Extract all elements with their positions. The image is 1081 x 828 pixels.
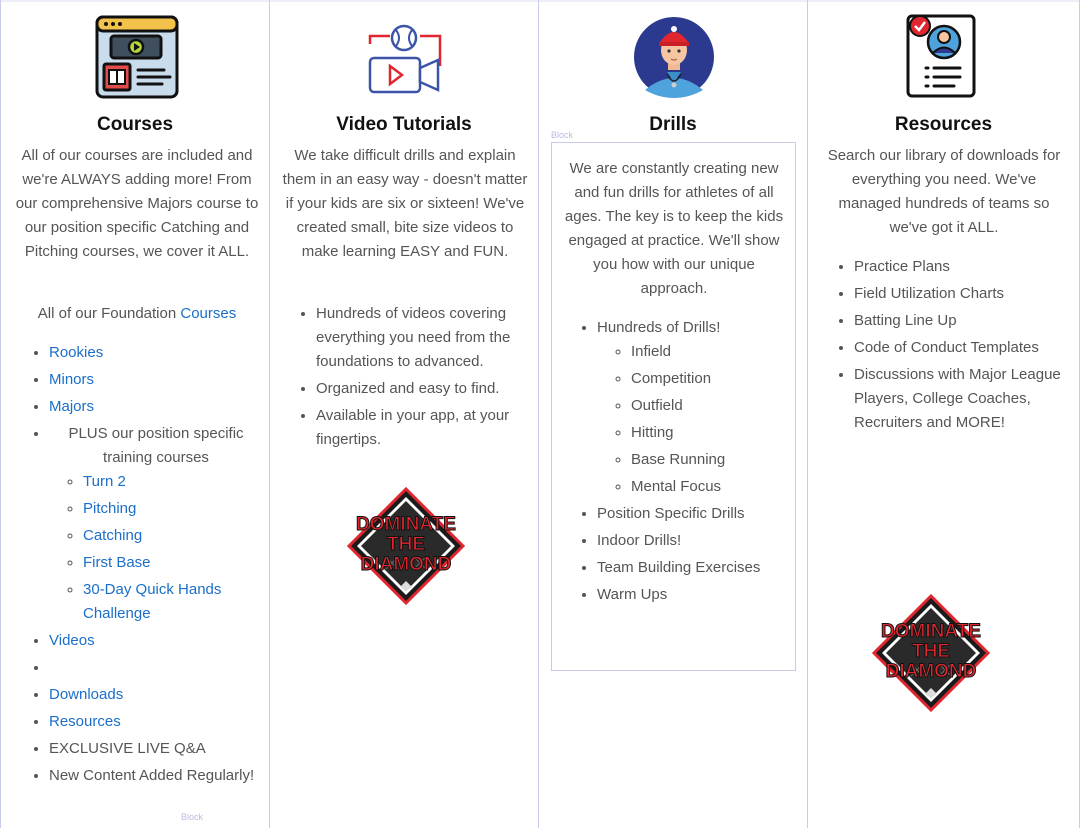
- list-item: ◦ Competition: [631, 367, 789, 391]
- logo-line2: THE: [912, 641, 950, 662]
- dominate-the-diamond-logo: [871, 594, 991, 717]
- downloads-link[interactable]: Downloads: [49, 686, 124, 703]
- coach-avatar-icon: [633, 16, 715, 98]
- foundation-courses-link[interactable]: Courses: [180, 305, 237, 322]
- resources-intro: Search our library of downloads for everything you need. We've managed hundreds of teams so we've got it ALL.: [827, 147, 1061, 236]
- live-qa-text: EXCLUSIVE LIVE Q&A: [49, 740, 206, 757]
- empty-item: [49, 659, 53, 676]
- drills-heading: Drills: [649, 114, 697, 135]
- resources-column: [808, 0, 1080, 828]
- courses-heading: Courses: [96, 114, 174, 135]
- list-item: [83, 524, 263, 548]
- list-item: • Field Utilization Charts: [854, 282, 1062, 306]
- list-item: ◦ Base Running: [631, 448, 789, 472]
- resume-document-icon: [904, 12, 980, 100]
- list-item: • Indoor Drills!: [597, 529, 789, 553]
- quick-hands-link[interactable]: 30-Day Quick Hands Challenge: [83, 581, 222, 622]
- rookies-link[interactable]: Rookies: [49, 344, 104, 361]
- video-intro: We take difficult drills and explain them in an easy way - doesn't matter if your kids are six or sixteen! We've created small, bite size videos to make learning EASY and FUN.: [282, 147, 528, 260]
- logo-line3: DIAMOND: [885, 661, 977, 682]
- list-item: ◦ Outfield: [631, 394, 789, 418]
- list-item: • Discussions with Major League Players, College Coaches, Recruiters and MORE!: [854, 363, 1062, 435]
- list-item: • Team Building Exercises: [597, 556, 789, 580]
- video-column: [270, 0, 539, 828]
- courses-intro: All of our courses are included and we're ALWAYS adding more! From our comprehensive Majors course to our position specific Catching and Pitching courses, we cover it ALL.: [15, 147, 259, 260]
- list-item: • Code of Conduct Templates: [854, 336, 1062, 360]
- drills-column: [539, 0, 808, 828]
- list-item: [49, 368, 263, 392]
- list-item: ◦ Infield: [631, 340, 789, 364]
- list-item: [49, 656, 263, 680]
- list-item: [49, 341, 263, 365]
- list-item: [49, 683, 263, 707]
- list-item: • Position Specific Drills: [597, 502, 789, 526]
- list-item: [49, 764, 263, 788]
- list-item: [49, 737, 263, 761]
- hundreds-drills-text: Hundreds of Drills!: [597, 319, 721, 336]
- list-item: [83, 470, 263, 494]
- dominate-the-diamond-logo: [346, 487, 466, 610]
- course-browser-icon: [94, 14, 180, 100]
- list-item: ◦ Hitting: [631, 421, 789, 445]
- drills-list: [575, 316, 789, 610]
- video-baseball-icon: [362, 14, 448, 100]
- new-content-text: New Content Added Regularly!: [49, 767, 255, 784]
- video-list: [294, 302, 530, 455]
- list-item: ◦ Mental Focus: [631, 475, 789, 499]
- list-item: [83, 578, 263, 626]
- resources-link[interactable]: Resources: [49, 713, 121, 730]
- list-item: [49, 395, 263, 419]
- courses-list: [27, 341, 263, 791]
- list-item: [49, 710, 263, 734]
- list-item: • Available in your app, at your fingertips.: [316, 404, 530, 452]
- drills-intro: We are constantly creating new and fun drills for athletes of all ages. The key is to keep the kids engaged at practice. We'll show you how with our unique approach.: [564, 160, 784, 297]
- logo-line3: DIAMOND: [360, 554, 452, 575]
- logo-line1: DOMINATE: [356, 514, 456, 535]
- list-item: [49, 629, 263, 653]
- block-label: Block: [181, 812, 204, 822]
- list-item: [83, 497, 263, 521]
- resources-heading: Resources: [894, 114, 993, 135]
- block-label: Block: [551, 130, 574, 140]
- first-base-link[interactable]: First Base: [83, 554, 151, 571]
- logo-line1: DOMINATE: [881, 621, 981, 642]
- videos-link[interactable]: Videos: [49, 632, 95, 649]
- list-item: • Practice Plans: [854, 255, 1062, 279]
- majors-link[interactable]: Majors: [49, 398, 95, 415]
- turn-2-link[interactable]: Turn 2: [83, 473, 126, 490]
- plus-text: PLUS our position specific training courses: [68, 425, 244, 466]
- courses-column: [0, 0, 270, 828]
- video-heading: Video Tutorials: [336, 114, 472, 135]
- drills-sublist: [597, 340, 789, 499]
- foundation-line: [11, 302, 263, 326]
- courses-sublist: [49, 470, 263, 626]
- list-item: • Hundreds of videos covering everything you need from the foundations to advanced.: [316, 302, 530, 374]
- list-item: • Batting Line Up: [854, 309, 1062, 333]
- logo-line2: THE: [387, 534, 425, 555]
- minors-link[interactable]: Minors: [49, 371, 95, 388]
- foundation-prefix: All of our Foundation: [37, 305, 181, 322]
- pitching-link[interactable]: Pitching: [83, 500, 137, 517]
- list-item: • Organized and easy to find.: [316, 377, 530, 401]
- list-item: [597, 316, 789, 499]
- list-item: [83, 551, 263, 575]
- resources-list: [832, 255, 1062, 438]
- list-item: [49, 422, 263, 626]
- catching-link[interactable]: Catching: [83, 527, 143, 544]
- list-item: • Warm Ups: [597, 583, 789, 607]
